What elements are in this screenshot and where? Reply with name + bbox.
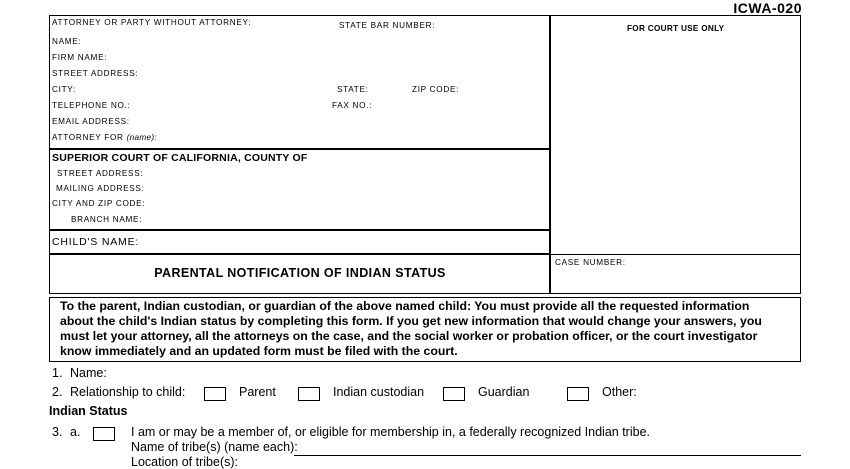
- tribe-name-label: Name of tribe(s) (name each):: [131, 440, 298, 454]
- court-title: SUPERIOR COURT OF CALIFORNIA, COUNTY OF: [52, 152, 308, 164]
- telephone-label[interactable]: TELEPHONE NO.:: [52, 101, 131, 110]
- attorney-for-text: ATTORNEY FOR: [52, 133, 124, 142]
- tribe-location-label: Location of tribe(s):: [131, 455, 238, 469]
- guardian-option-label: Guardian: [478, 385, 530, 399]
- court-use-box: [549, 15, 801, 255]
- item1-number: 1.: [52, 366, 63, 380]
- instructions-line-1: To the parent, Indian custodian, or guardian of the above named child: You must provide all the requested information: [60, 299, 750, 313]
- item3a-letter: a.: [70, 425, 81, 439]
- relationship-label: Relationship to child:: [70, 385, 186, 399]
- guardian-checkbox[interactable]: [443, 387, 465, 401]
- child-name-label: CHILD'S NAME:: [52, 236, 140, 248]
- other-option-label: Other:: [602, 385, 637, 399]
- item1-name-label[interactable]: Name:: [70, 366, 107, 380]
- attorney-city-label[interactable]: CITY:: [52, 85, 76, 94]
- tribe-member-text: I am or may be a member of, or eligible for membership in, a federally recognized Indian tribe.: [131, 425, 650, 439]
- tribe-name-line[interactable]: [294, 455, 801, 456]
- form-title: PARENTAL NOTIFICATION OF INDIAN STATUS: [154, 266, 446, 280]
- parent-option-label: Parent: [239, 385, 276, 399]
- indian-custodian-option-label: Indian custodian: [333, 385, 425, 399]
- court-branch-label[interactable]: BRANCH NAME:: [71, 215, 143, 224]
- attorney-name-label[interactable]: NAME:: [52, 37, 82, 46]
- indian-status-heading: Indian Status: [49, 404, 128, 418]
- attorney-box: [49, 15, 551, 150]
- fax-label[interactable]: FAX NO.:: [332, 101, 373, 110]
- court-mailing-label[interactable]: MAILING ADDRESS:: [56, 184, 145, 193]
- tribe-member-checkbox[interactable]: [93, 427, 115, 441]
- email-label[interactable]: EMAIL ADDRESS:: [52, 117, 130, 126]
- form-id: ICWA-020: [733, 0, 802, 16]
- attorney-for-label[interactable]: [52, 133, 157, 142]
- parent-checkbox[interactable]: [204, 387, 226, 401]
- attorney-state-label[interactable]: STATE:: [337, 85, 369, 94]
- item3-number: 3.: [52, 425, 63, 439]
- state-bar-label: STATE BAR NUMBER:: [339, 21, 436, 30]
- attorney-for-name-hint: (name):: [126, 133, 157, 142]
- instructions-line-2: about the child's Indian status by completing this form. If you get new information that would change your answers, you: [60, 314, 762, 328]
- attorney-street-label[interactable]: STREET ADDRESS:: [52, 69, 139, 78]
- item2-number: 2.: [52, 385, 63, 399]
- attorney-header: ATTORNEY OR PARTY WITHOUT ATTORNEY:: [52, 18, 252, 27]
- firm-name-label[interactable]: FIRM NAME:: [52, 53, 108, 62]
- attorney-zip-label[interactable]: ZIP CODE:: [412, 85, 460, 94]
- instructions-line-4: know immediately and an updated form must be filed with the court.: [60, 344, 458, 358]
- instructions-text: [60, 299, 762, 359]
- instructions-line-3: must let your attorney, all the attorneys on the case, and the social worker or probation officer, or the court investigator: [60, 329, 758, 343]
- indian-custodian-checkbox[interactable]: [298, 387, 320, 401]
- court-street-label[interactable]: STREET ADDRESS:: [57, 169, 144, 178]
- other-checkbox[interactable]: [567, 387, 589, 401]
- court-city-zip-label[interactable]: CITY AND ZIP CODE:: [52, 199, 146, 208]
- court-use-label: FOR COURT USE ONLY: [627, 24, 725, 33]
- case-number-label: CASE NUMBER:: [555, 258, 626, 267]
